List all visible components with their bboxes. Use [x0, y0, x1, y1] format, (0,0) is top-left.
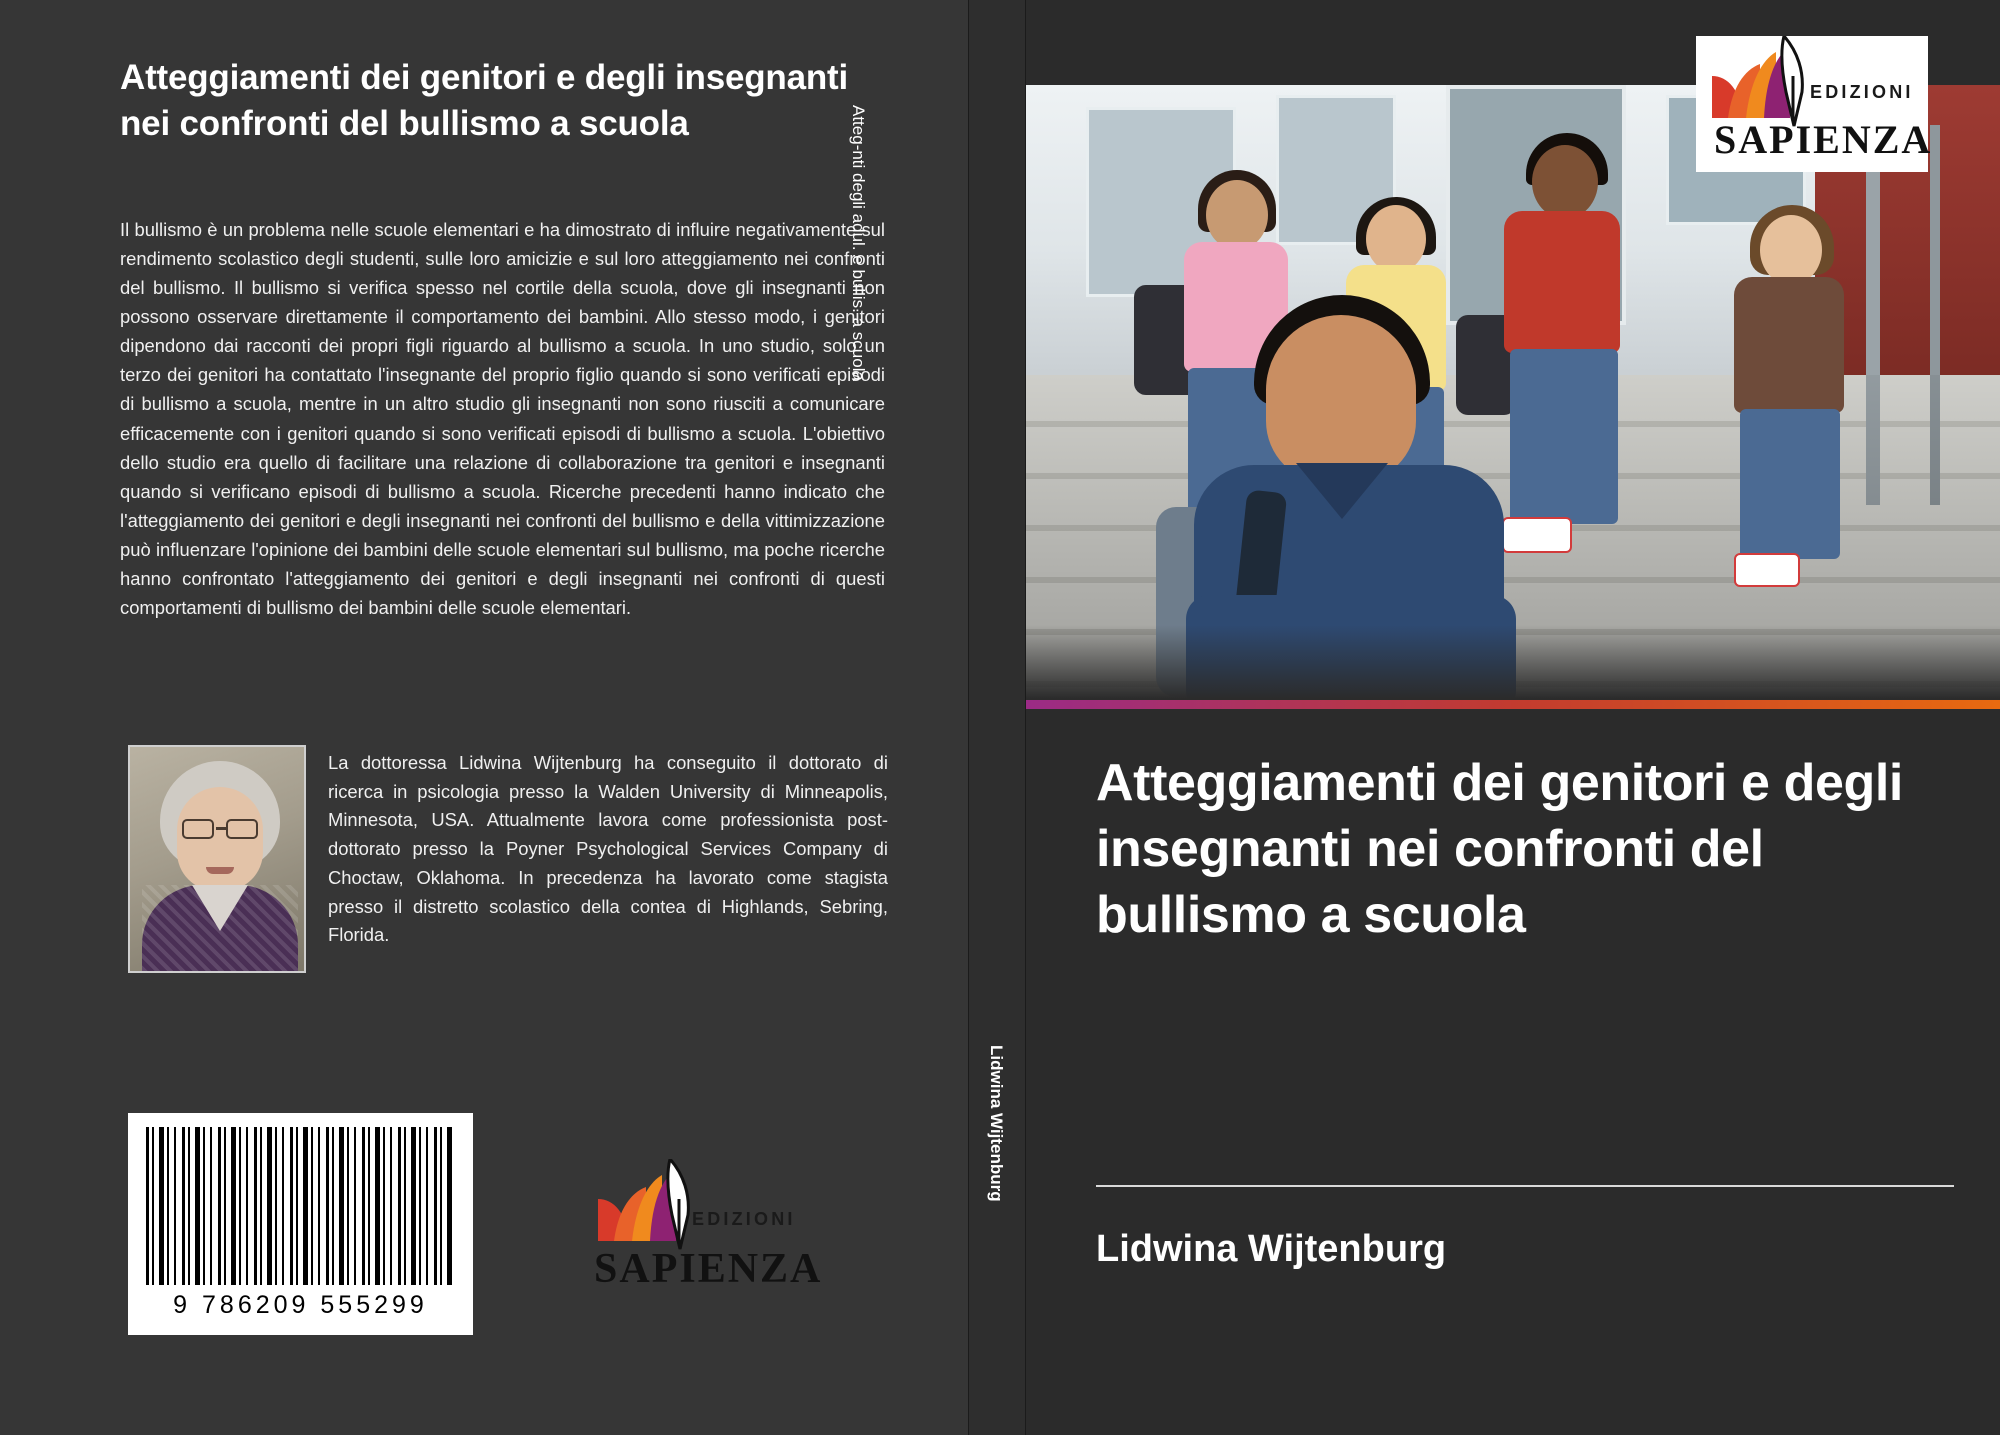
publisher-logo-front [1696, 36, 1933, 172]
back-cover-panel [0, 0, 968, 1435]
author-biography: La dottoressa Lidwina Wijtenburg ha conseguito il dottorato di ricerca in psicologia presso la Walden University di Minneapolis, Minnesota, USA. Attualmente lavora come professionista post-dottorato presso la Poyner Psychological Services Company di Choctaw, Oklahoma. In precedenza ha lavorato come stagista presso il distretto scolastico della contea di Highlands, Sebring, Florida. [328, 752, 888, 946]
isbn-barcode [128, 1113, 473, 1335]
front-cover-title: Atteggiamenti dei genitori e degli insegnanti nei confronti del bullismo a scuola [1096, 754, 1903, 945]
publisher-logo-back [592, 1165, 822, 1300]
publisher-name-back: SAPIENZA [594, 1246, 823, 1292]
barcode-number: 9 786209 555299 [173, 1291, 428, 1319]
book-spine [849, 0, 1026, 1435]
author-portrait-photo [128, 745, 306, 973]
back-cover-abstract: Il bullismo è un problema nelle scuole elementari e ha dimostrato di influire negativamente sul rendimento scolastico degli studenti, sulle loro amicizie e sul loro atteggiamento nei confronti del bullismo. Il bullismo si verifica spesso nel cortile della scuola, dove gli insegnanti non possono osservare direttamente il comportamento dei bambini. Allo stesso modo, i genitori dipendono dai racconti dei propri figli riguardo al bullismo a scuola. In uno studio, solo un terzo dei genitori ha contattato l'insegnante del proprio figlio quando si sono verificati episodi di bullismo a scuola, mentre in un altro studio gli insegnanti non sono riusciti a comunicare efficacemente con i genitori quando si sono verificati episodi di bullismo a scuola. L'obiettivo dello studio era quello di facilitare una relazione di collaborazione tra genitori e insegnanti quando si verificano episodi di bullismo a scuola. Ricerche precedenti hanno indicato che l'atteggiamento dei genitori e degli insegnanti nei confronti del bullismo e della vittimizzazione può influenzare l'opinione dei bambini delle scuole elementari sul bullismo, ma poche ricerche hanno confrontato l'atteggiamento dei genitori e degli insegnanti nei confronti di questi comportamenti di bullismo dei bambini delle scuole elementari. [120, 219, 885, 619]
author-block [128, 745, 888, 973]
publisher-prefix-front: EDIZIONI [1810, 82, 1914, 102]
pen-nib-icon [1764, 36, 1808, 128]
child-figure [1716, 215, 1886, 615]
publisher-prefix-back: EDIZIONI [692, 1209, 796, 1229]
publisher-name-front: SAPIENZA [1714, 117, 1933, 162]
spine-author: Lidwina Wijtenburg [987, 1045, 1006, 1202]
cover-photo-children-on-school-steps [1026, 85, 2000, 705]
accent-color-bar [1026, 700, 2000, 709]
barcode-bars-graphic [146, 1127, 455, 1285]
title-divider [1096, 1185, 1954, 1187]
pen-nib-icon [650, 1159, 694, 1251]
spine-title: Atteg-nti degli adul. e bullis. a scuola [849, 105, 869, 381]
front-cover-panel [1026, 0, 2000, 1435]
front-cover-author: Lidwina Wijtenburg [1096, 1228, 1447, 1270]
back-cover-title: Atteggiamenti dei genitori e degli insegnanti nei confronti del bullismo a scuola [120, 58, 849, 144]
